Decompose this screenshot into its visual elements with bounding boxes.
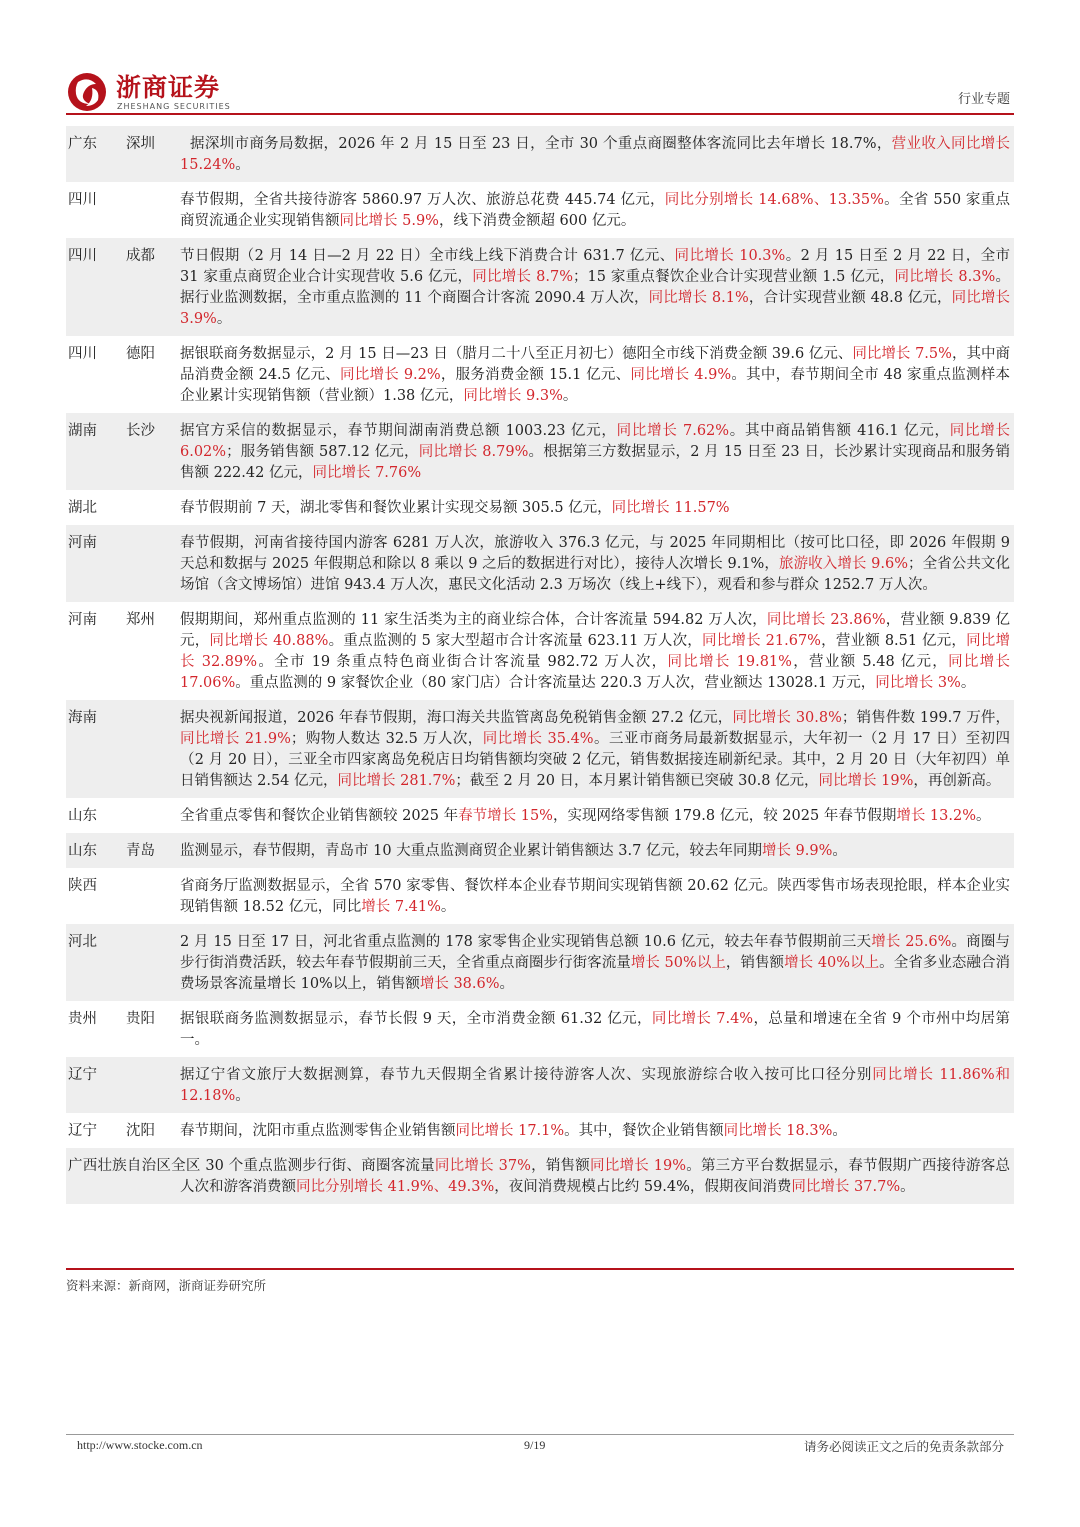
description-cell xyxy=(180,841,1014,862)
description-cell xyxy=(180,932,1014,995)
table-row xyxy=(66,602,1014,700)
description-text: ，销售额 xyxy=(530,1158,591,1174)
city-cell xyxy=(126,932,180,995)
growth-highlight: 同比增长 40.88% xyxy=(209,633,329,649)
growth-highlight: 同比分别增长 14.68%、13.35% xyxy=(664,192,884,208)
growth-highlight: 同比增长 7.76% xyxy=(312,465,422,481)
description-text: ；全省公共文化场馆（含文博场馆）进馆 943.4 万人次，惠民文化活动 2.3 万场次（线上+线下），观看和参与群众 1252.7 万人次。 xyxy=(180,556,1010,593)
brand-name-en: ZHESHANG SECURITIES xyxy=(117,102,231,111)
growth-highlight: 旅游收入增长 9.6% xyxy=(779,556,909,572)
growth-highlight: 同比增长 7.62% xyxy=(616,423,730,439)
growth-highlight: 同比增长 9.3% xyxy=(463,388,563,404)
description-text: 监测显示，春节假期，青岛市 10 大重点监测商贸企业累计销售额达 3.7 亿元，较去年同期 xyxy=(180,843,762,859)
growth-highlight: 营业收入同比增长 15.24% xyxy=(180,136,1010,173)
description-cell xyxy=(171,1158,1010,1195)
description-text: 。据行业监测数据，全市重点监测的 11 个商圈合计客流 2090.4 万人次， xyxy=(180,269,1011,306)
zheshang-logo-icon xyxy=(66,70,116,114)
city-cell: 成都 xyxy=(126,248,155,264)
description-text: 。其中商品销售额 416.1 亿元， xyxy=(729,423,950,439)
description-text: 2 月 15 日至 17 日，河北省重点监测的 178 家零售企业实现销售总额 10.6 亿元，较去年春节假期前三天 xyxy=(180,934,872,950)
description-cell xyxy=(180,498,1014,519)
description-text: 据银联商务数据显示，2 月 15 日—23 日（腊月二十八至正月初七）德阳全市线下消费金额 39.6 亿元、 xyxy=(180,346,853,362)
description-text: ，服务消费金额 15.1 亿元、 xyxy=(440,367,631,383)
growth-highlight: 增长 40%以上 xyxy=(784,955,880,971)
description-cell xyxy=(180,190,1014,232)
province-cell: 贵州 xyxy=(68,1011,97,1027)
description-text: ，线下消费金额超 600 亿元。 xyxy=(438,213,636,229)
city-cell: 贵阳 xyxy=(126,1011,155,1027)
growth-highlight: 同比增长 3.9% xyxy=(180,290,1011,327)
description-cell xyxy=(180,876,1014,918)
description-cell xyxy=(180,708,1014,792)
description-text: 。三亚市商务局最新数据显示，大年初一（2 月 17 日）至初四（2 月 20 日），三亚全市四家离岛免税店日均销售额均突破 2 亿元，销售数据接连刷新纪录。其中，2 月 20 日（大年初四）单日销售额达 2.54 亿元， xyxy=(180,731,1010,789)
growth-highlight: 同比增长 7.5% xyxy=(852,346,952,362)
growth-highlight: 同比增长 11.86%和 12.18% xyxy=(180,1067,1010,1104)
description-text: 春节假期，河南省接待国内游客 6281 万人次，旅游收入 376.3 亿元，与 2025 年同期相比（按可比口径，即 2026 年假期 9 天总和数据与 2025 年假期总和除以 8 乘以 9 之后的数据进行对比），接待人次增长 9.1%， xyxy=(180,535,1010,572)
table-row xyxy=(66,238,1014,336)
description-text: 。全省多业态融合消费场景客流量增长 10%以上，销售额 xyxy=(180,955,1011,992)
description-text: 全省重点零售和餐饮企业销售额较 2025 年 xyxy=(180,808,459,824)
description-text: 省商务厅监测数据显示，全省 570 家零售、餐饮样本企业春节期间实现销售额 20.62 亿元。陕西零售市场表现抢眼，样本企业实现销售额 18.52 亿元，同比 xyxy=(180,878,1010,915)
growth-highlight: 同比增长 21.9% xyxy=(180,731,291,747)
description-text: 。 xyxy=(235,157,250,173)
table-row xyxy=(66,490,1014,525)
description-text: 据银联商务监测数据显示，春节长假 9 天，全市消费金额 61.32 亿元， xyxy=(180,1011,652,1027)
growth-highlight: 同比增长 4.9% xyxy=(630,367,732,383)
table-bottom-divider xyxy=(66,1268,1014,1270)
growth-highlight: 同比增长 8.1% xyxy=(648,290,749,306)
description-text: 。2 月 15 日至 2 月 22 日，全市 31 家重点商贸企业合计实现营收 5.6 亿元， xyxy=(180,248,1011,285)
province-cell: 湖南 xyxy=(68,423,97,439)
description-text: 据辽宁省文旅厅大数据测算，春节九天假期全省累计接待游客人次、实现旅游综合收入按可比口径分别 xyxy=(180,1067,873,1083)
growth-highlight: 增长 13.2% xyxy=(896,808,977,824)
description-text: 。 xyxy=(235,1088,250,1104)
description-text: 。 xyxy=(976,808,991,824)
description-cell xyxy=(180,533,1014,596)
province-cell: 四川 xyxy=(68,346,97,362)
description-text: 。其中，春节期间全市 48 家重点监测样本企业累计实现销售额（营业额）1.38 亿元， xyxy=(180,367,1010,404)
city-cell: 郑州 xyxy=(126,612,155,628)
description-text: 。第三方平台数据显示，春节假期广西接待游客总人次和游客消费额 xyxy=(180,1158,1011,1195)
table-row xyxy=(66,1001,1014,1057)
description-cell xyxy=(180,246,1014,330)
description-text: 。 xyxy=(900,1179,915,1195)
growth-highlight: 同比增长 8.7% xyxy=(472,269,573,285)
growth-highlight: 同比增长 5.9% xyxy=(339,213,439,229)
description-text: ，夜间消费规模占比约 59.4%，假期夜间消费 xyxy=(494,1179,792,1195)
description-cell xyxy=(180,610,1014,694)
city-cell xyxy=(126,190,180,232)
province-cell: 四川 xyxy=(68,192,97,208)
description-text: 春节假期，全省共接待游客 5860.97 万人次、旅游总花费 445.74 亿元， xyxy=(180,192,665,208)
growth-highlight: 同比分别增长 41.9%、49.3% xyxy=(296,1179,495,1195)
growth-highlight: 增长 25.6% xyxy=(871,934,952,950)
city-cell: 沈阳 xyxy=(126,1123,155,1139)
description-text: ；15 家重点餐饮企业合计实现营业额 1.5 亿元， xyxy=(573,269,895,285)
description-text: 节日假期（2 月 14 日—2 月 22 日）全市线上线下消费合计 631.7 亿元、 xyxy=(180,248,675,264)
province-cell: 山东 xyxy=(68,843,97,859)
description-text: 。 xyxy=(832,1123,847,1139)
description-text: ；服务销售额 587.12 亿元， xyxy=(226,444,419,460)
description-text: 据央视新闻报道，2026 年春节假期，海口海关共监管离岛免税销售金额 27.2 亿元， xyxy=(180,710,733,726)
description-text: 据官方采信的数据显示，春节期间湖南消费总额 1003.23 亿元， xyxy=(180,423,617,439)
regional-consumption-table xyxy=(66,126,1014,1204)
growth-highlight: 同比增长 3% xyxy=(875,675,961,691)
description-text: 全区 30 个重点监测步行街、商圈客流量 xyxy=(171,1158,435,1174)
table-row xyxy=(66,924,1014,1001)
description-text: ，合计实现营业额 48.8 亿元， xyxy=(748,290,952,306)
page-header xyxy=(66,62,1014,114)
description-cell xyxy=(180,1121,1014,1142)
growth-highlight: 同比增长 37% xyxy=(434,1158,531,1174)
table-row xyxy=(66,798,1014,833)
growth-highlight: 同比增长 11.57% xyxy=(611,500,730,516)
report-type-tag: 行业专题 xyxy=(957,92,1010,107)
city-cell xyxy=(126,806,180,827)
footer-disclaimer: 请务必阅读正文之后的免责条款部分 xyxy=(803,1439,1004,1454)
province-cell: 广东 xyxy=(68,136,97,152)
brand-name: 浙商证券 xyxy=(116,73,221,102)
growth-highlight: 同比增长 17.06% xyxy=(180,654,1010,691)
description-text: ，实现网络零售额 179.8 亿元，较 2025 年春节假期 xyxy=(552,808,897,824)
description-text: 。 xyxy=(216,311,232,327)
description-text: ，营业额 9.839 亿元， xyxy=(180,612,1011,649)
table-row xyxy=(66,182,1014,238)
table-row xyxy=(66,700,1014,798)
province-cell: 河北 xyxy=(68,934,97,950)
description-text: 。 xyxy=(960,675,976,691)
province-cell: 辽宁 xyxy=(68,1123,97,1139)
header-divider xyxy=(66,113,1014,115)
city-cell: 德阳 xyxy=(126,346,155,362)
province-cell: 陕西 xyxy=(68,878,97,894)
description-text: 。重点监测的 5 家大型超市合计客流量 623.11 万人次， xyxy=(328,633,703,649)
province-cell: 广西壮族自治区 xyxy=(68,1158,172,1174)
table-row xyxy=(66,525,1014,602)
city-cell: 深圳 xyxy=(126,136,155,152)
description-text: ；销售件数 199.7 万件， xyxy=(841,710,1011,726)
description-text: 春节假期前 7 天，湖北零售和餐饮业累计实现交易额 305.5 亿元， xyxy=(180,500,612,516)
description-text: ，总量和增速在全省 9 个市州中均居第一。 xyxy=(180,1011,1010,1048)
description-text: 。 xyxy=(440,899,456,915)
description-text: 春节期间，沈阳市重点监测零售企业销售额 xyxy=(180,1123,456,1139)
growth-highlight: 同比增长 30.8% xyxy=(732,710,842,726)
description-text: 据深圳市商务局数据，2026 年 2 月 15 日至 23 日，全市 30 个重点商圈整体客流同比去年增长 18.7%， xyxy=(190,136,892,152)
description-text: 假期期间，郑州重点监测的 11 家生活类为主的商业综合体，合计客流量 594.82 万人次， xyxy=(180,612,767,628)
growth-highlight: 同比增长 17.1% xyxy=(455,1123,565,1139)
page-number: 9/19 xyxy=(524,1438,546,1452)
growth-highlight: 增长 9.9% xyxy=(761,843,833,859)
description-text: 。 xyxy=(562,388,578,404)
province-cell: 河南 xyxy=(68,535,97,551)
table-row xyxy=(66,1057,1014,1113)
growth-highlight: 增长 50%以上 xyxy=(630,955,726,971)
growth-highlight: 同比增长 281.7% xyxy=(337,773,456,789)
description-cell xyxy=(180,806,1014,827)
description-cell xyxy=(180,1065,1014,1107)
growth-highlight: 同比增长 18.3% xyxy=(723,1123,833,1139)
description-text: ，再创新高。 xyxy=(913,773,1001,789)
province-cell: 河南 xyxy=(68,612,97,628)
growth-highlight: 增长 38.6% xyxy=(419,976,500,992)
footer-divider xyxy=(66,1434,1014,1435)
growth-highlight: 同比增长 19.81% xyxy=(667,654,792,670)
description-text: 。 xyxy=(499,976,515,992)
description-text: 。商圈与步行街消费活跃，较去年春节假期前三天，全省重点商圈步行街客流量 xyxy=(180,934,1010,971)
description-text: 。其中，餐饮企业销售额 xyxy=(564,1123,724,1139)
full-width-cell xyxy=(66,1156,1014,1198)
footer-website-link[interactable]: http://www.stocke.com.cn xyxy=(77,1438,203,1452)
growth-highlight: 同比增长 32.89% xyxy=(180,633,1010,670)
growth-highlight: 同比增长 37.7% xyxy=(791,1179,901,1195)
growth-highlight: 同比增长 7.4% xyxy=(651,1011,754,1027)
description-text: ，营业额 8.51 亿元， xyxy=(820,633,967,649)
description-text: 。全省 550 家重点商贸流通企业实现销售额 xyxy=(180,192,1010,229)
province-cell: 湖北 xyxy=(68,500,97,516)
city-cell: 长沙 xyxy=(126,423,155,439)
growth-highlight: 同比增长 19% xyxy=(818,773,914,789)
city-cell xyxy=(126,1065,180,1107)
city-cell xyxy=(126,876,180,918)
growth-highlight: 同比增长 19% xyxy=(590,1158,686,1174)
growth-highlight: 同比增长 10.3% xyxy=(674,248,786,264)
description-text: ，营业额 5.48 亿元， xyxy=(791,654,949,670)
growth-highlight: 增长 7.41% xyxy=(361,899,441,915)
table-row xyxy=(66,126,1014,182)
description-text: ，其中商品消费金额 24.5 亿元、 xyxy=(180,346,1010,383)
growth-highlight: 同比增长 6.02% xyxy=(180,423,1011,460)
description-text: ；截至 2 月 20 日，本月累计销售额已突破 30.8 亿元， xyxy=(455,773,819,789)
table-row xyxy=(66,833,1014,868)
description-cell xyxy=(180,134,1014,176)
city-cell xyxy=(126,708,180,792)
description-text: 。根据第三方数据显示，2 月 15 日至 23 日，长沙累计实现商品和服务销售额 222.42 亿元， xyxy=(180,444,1011,481)
table-row xyxy=(66,1148,1014,1204)
growth-highlight: 春节增长 15% xyxy=(458,808,553,824)
growth-highlight: 同比增长 35.4% xyxy=(482,731,594,747)
description-text: 。重点监测的 9 家餐饮企业（80 家门店）合计客流量达 220.3 万人次，营业额达 13028.1 万元， xyxy=(235,675,876,691)
city-cell: 青岛 xyxy=(126,843,155,859)
growth-highlight: 同比增长 23.86% xyxy=(766,612,886,628)
description-text: ，销售额 xyxy=(725,955,785,971)
province-cell: 海南 xyxy=(68,710,97,726)
growth-highlight: 同比增长 8.79% xyxy=(418,444,529,460)
growth-highlight: 同比增长 21.67% xyxy=(702,633,821,649)
description-cell xyxy=(180,1009,1014,1051)
table-row xyxy=(66,413,1014,490)
growth-highlight: 同比增长 8.3% xyxy=(894,269,996,285)
table-row xyxy=(66,1113,1014,1148)
table-row xyxy=(66,868,1014,924)
source-note: 资料来源：新商网，浙商证券研究所 xyxy=(66,1278,267,1293)
province-cell: 山东 xyxy=(68,808,97,824)
city-cell xyxy=(126,498,180,519)
description-text: ；购物人数达 32.5 万人次， xyxy=(290,731,483,747)
province-cell: 四川 xyxy=(68,248,97,264)
growth-highlight: 同比增长 9.2% xyxy=(339,367,441,383)
description-cell xyxy=(180,421,1014,484)
description-text: 。全市 19 条重点特色商业街合计客流量 982.72 万人次， xyxy=(257,654,668,670)
province-cell: 辽宁 xyxy=(68,1067,97,1083)
description-cell xyxy=(180,344,1014,407)
table-row xyxy=(66,336,1014,413)
city-cell xyxy=(126,533,180,596)
description-text: 。 xyxy=(832,843,847,859)
